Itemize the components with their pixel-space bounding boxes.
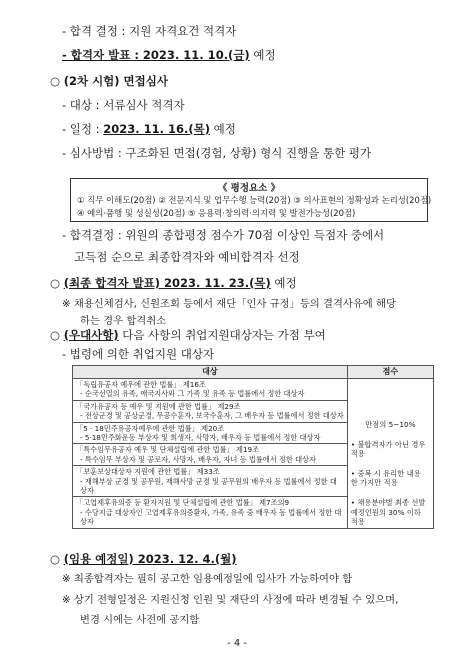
law-title: 「독립유공자 예우에 관한 법률」 제16조	[76, 380, 206, 389]
evaluation-title: 《 평정요소 》	[217, 183, 281, 194]
stage2-date-label: - 일정 :	[62, 122, 104, 136]
law-desc: - 순국선열의 유족, 애국지사와 그 가족 및 유족 등 법률에서 정한 대상자	[80, 389, 305, 399]
law-title: 「국가유공자 등 예우 및 지원에 관한 법률」 제29조	[76, 401, 241, 411]
bullet-circle: ○	[50, 328, 64, 342]
bullet-circle: ○	[50, 276, 64, 290]
law-desc: - 특수임무 부상자 및 공로자, 사망자, 배우자, 자녀 등 법률에서 정한 대상자	[80, 454, 316, 464]
law-desc: - 5·18민주화운동 부상자 및 희생자, 사망자, 배우자 등 법률에서 정한 대상자	[80, 433, 321, 443]
final-title-suffix: 예정	[270, 276, 297, 290]
law-title: 「특수임무유공자 예우 및 단체설립에 관한 법률」 제19조	[76, 445, 260, 455]
table-cell	[73, 444, 348, 466]
law-title: 「보훈보상대상자 지원에 관한 법률」 제33조	[76, 467, 220, 477]
appointment-heading	[50, 552, 237, 566]
preference-table	[72, 365, 434, 529]
table-cell	[73, 497, 348, 528]
table-header-score: 점수	[347, 366, 433, 379]
pass-announce-suffix: 예정	[249, 48, 276, 62]
pass-announce-date: - 합격자 발표 : 2023. 11. 10.(금)	[62, 48, 250, 62]
score-rule-1: • 불합격자가 아닌 경우 적용	[350, 439, 426, 459]
pass-announce-line	[62, 48, 276, 62]
law-desc: - 전상군경 및 공상군경, 무공수훈자, 보국수훈자, 그 배우자 등 법률에서 정한 대상자	[80, 411, 344, 421]
table-cell	[73, 379, 348, 401]
stage2-date-suffix: 예정	[209, 122, 236, 136]
table-cell	[73, 466, 348, 497]
score-rule-2: • 중복 시 유리한 내용 한 가지만 적용	[350, 468, 421, 488]
appointment-note-1: ※ 최종합격자는 필히 공고한 임용예정일에 입사가 가능하여야 함	[62, 573, 353, 585]
score-cell	[347, 379, 433, 529]
final-note-1: ※ 채용신체검사, 신원조회 등에서 재단「인사 규정」등의 결격사유에 해당	[62, 298, 396, 310]
score-rule-3: • 채용분야별 최종 선발예정인원의 30% 이하 적용	[350, 497, 426, 527]
evaluation-row-1: ① 직무 이해도(20점) ② 전문지식 및 업무수행 능력(20점) ③ 의사표현의 정확성과 논리성(20점)	[77, 195, 432, 205]
appointment-note-2: ※ 상기 전형일정은 지원신청 인원 및 재단의 사정에 따라 변경될 수 있으며,	[62, 594, 399, 606]
stage2-heading	[50, 74, 168, 88]
table-header-row	[73, 366, 434, 379]
evaluation-box	[70, 178, 432, 222]
final-heading	[50, 276, 297, 290]
decision-line-2: 고득점 순으로 최종합격자와 예비합격자 선정	[74, 250, 300, 264]
pref-title: (우대사항)	[63, 328, 119, 342]
pref-heading	[50, 328, 326, 342]
law-title: 「고엽제후유의증 등 환자지원 및 단체설립에 관한 법률」 제7조의9	[76, 498, 290, 508]
bullet-circle: ○	[50, 74, 64, 88]
score-range: 만점의 5~10%	[365, 420, 416, 429]
final-note-2: 하는 경우 합격취소	[80, 315, 167, 327]
stage2-target: - 대상 : 서류심사 적격자	[62, 98, 185, 112]
law-desc: - 재해부상 군경 및 공무원, 재해사망 군경 및 공무원의 배우자 등 법률에서 정한 대상자	[80, 476, 337, 496]
pref-sub: - 법령에 의한 취업지원 대상자	[62, 347, 215, 361]
bullet-circle: ○	[50, 552, 64, 566]
stage2-date-value: 2023. 11. 16.(목)	[103, 122, 210, 136]
table-cell	[73, 422, 348, 444]
decision-line-1: - 합격결정 : 위원의 종합평정 점수가 70점 이상인 득점자 중에서	[62, 228, 385, 242]
stage2-date	[62, 122, 236, 136]
appointment-note-3: 변경 시에는 사전에 공지함	[80, 614, 200, 626]
law-title: 「5 · 18민주유공자예우에 관한 법률」 제20조	[76, 423, 225, 433]
pref-title-rest: 다음 사항의 취업지원대상자는 가점 부여	[118, 328, 326, 342]
law-desc: - 수당지급 대상자인 고엽제후유의증환자, 가족, 유족 중 배우자 등 법률에서 정한 대상자	[80, 507, 342, 527]
table-header-target: 대상	[73, 366, 348, 379]
table-cell	[73, 400, 348, 422]
evaluation-row-2: ④ 예의·품행 및 성실성(20점) ⑤ 응용력·창의력·의지력 및 발전가능성(20점)	[77, 208, 356, 218]
stage2-method: - 심사방법 : 구조화된 면접(경험, 상황) 형식 진행을 통한 평가	[62, 146, 372, 160]
appointment-title: (임용 예정일) 2023. 12. 4.(월)	[63, 552, 237, 566]
stage2-title: (2차 시험) 면접심사	[63, 74, 168, 88]
pass-decision-line: - 합격 결정 : 지원 자격요건 적격자	[62, 24, 237, 38]
table-row	[73, 379, 434, 401]
page-number: - 4 -	[227, 638, 247, 649]
final-title: (최종 합격자 발표) 2023. 11. 23.(목)	[63, 276, 271, 290]
